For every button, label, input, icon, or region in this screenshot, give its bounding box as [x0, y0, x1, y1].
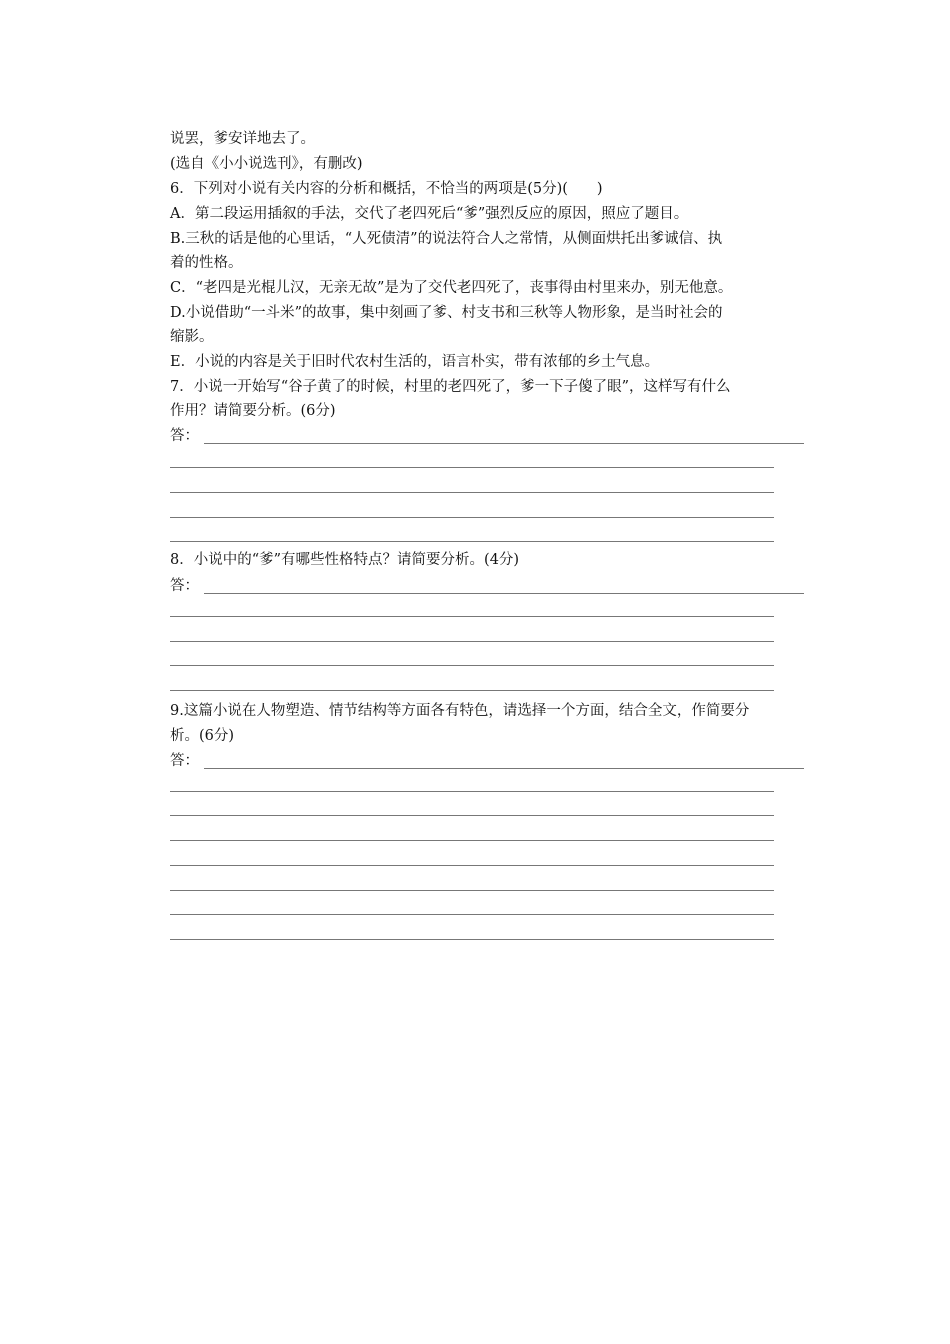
q6-option-d-cont: 缩影。 — [170, 329, 214, 345]
q7-stem-cont: 作用？请简要分析。(6分) — [170, 403, 336, 419]
q8-answer-row[interactable] — [170, 574, 810, 598]
q7-answer-line[interactable] — [204, 443, 804, 444]
q8-answer-line[interactable] — [204, 593, 804, 594]
q7-answer-line[interactable] — [170, 492, 774, 493]
q9-answer-line[interactable] — [170, 840, 774, 841]
q9-answer-line[interactable] — [170, 815, 774, 816]
q9-stem-cont: 析。(6分) — [170, 728, 235, 744]
q9-answer-row[interactable] — [170, 749, 810, 773]
q9-answer-line[interactable] — [170, 939, 774, 940]
q6-option-a: A．第二段运用插叙的手法，交代了老四死后“爹”强烈反应的原因，照应了题目。 — [170, 206, 689, 222]
q9-answer-line[interactable] — [170, 791, 774, 792]
q8-answer-line[interactable] — [170, 641, 774, 642]
q8-answer-line[interactable] — [170, 665, 774, 666]
q9-answer-label: 答： — [170, 753, 199, 769]
q7-answer-row[interactable] — [170, 424, 810, 448]
source-note: (选自《小小说选刊》，有删改) — [170, 156, 363, 172]
story-ending-line: 说罢，爹安详地去了。 — [170, 131, 315, 147]
q7-stem: 7．小说一开始写“谷子黄了的时候，村里的老四死了，爹一下子傻了眼”，这样写有什么 — [170, 379, 731, 395]
q6-option-e: E．小说的内容是关于旧时代农村生活的，语言朴实，带有浓郁的乡土气息。 — [170, 354, 660, 370]
q6-stem: 6．下列对小说有关内容的分析和概括，不恰当的两项是(5分)( ) — [170, 181, 603, 197]
q9-answer-line[interactable] — [170, 865, 774, 866]
q6-option-c: C．“老四是光棍儿汉，无亲无故”是为了交代老四死了，丧事得由村里来办，别无他意。 — [170, 280, 733, 296]
q8-answer-line[interactable] — [170, 616, 774, 617]
q8-stem: 8．小说中的“爹”有哪些性格特点？请简要分析。(4分) — [170, 552, 520, 568]
q9-answer-line[interactable] — [170, 890, 774, 891]
q6-option-d: D.小说借助“一斗米”的故事，集中刻画了爹、村支书和三秋等人物形象，是当时社会的 — [170, 305, 723, 321]
q8-answer-line[interactable] — [170, 690, 774, 691]
q6-option-b: B.三秋的话是他的心里话，“人死债清”的说法符合人之常情，从侧面烘托出爹诚信、执 — [170, 231, 723, 247]
q6-option-b-cont: 着的性格。 — [170, 255, 243, 271]
q7-answer-line[interactable] — [170, 517, 774, 518]
q7-answer-line[interactable] — [170, 467, 774, 468]
q9-stem: 9.这篇小说在人物塑造、情节结构等方面各有特色，请选择一个方面，结合全文，作简要分 — [170, 703, 750, 719]
q8-answer-label: 答： — [170, 578, 199, 594]
q9-answer-line[interactable] — [204, 768, 804, 769]
q7-answer-line[interactable] — [170, 541, 774, 542]
q7-answer-label: 答： — [170, 428, 199, 444]
q9-answer-line[interactable] — [170, 914, 774, 915]
